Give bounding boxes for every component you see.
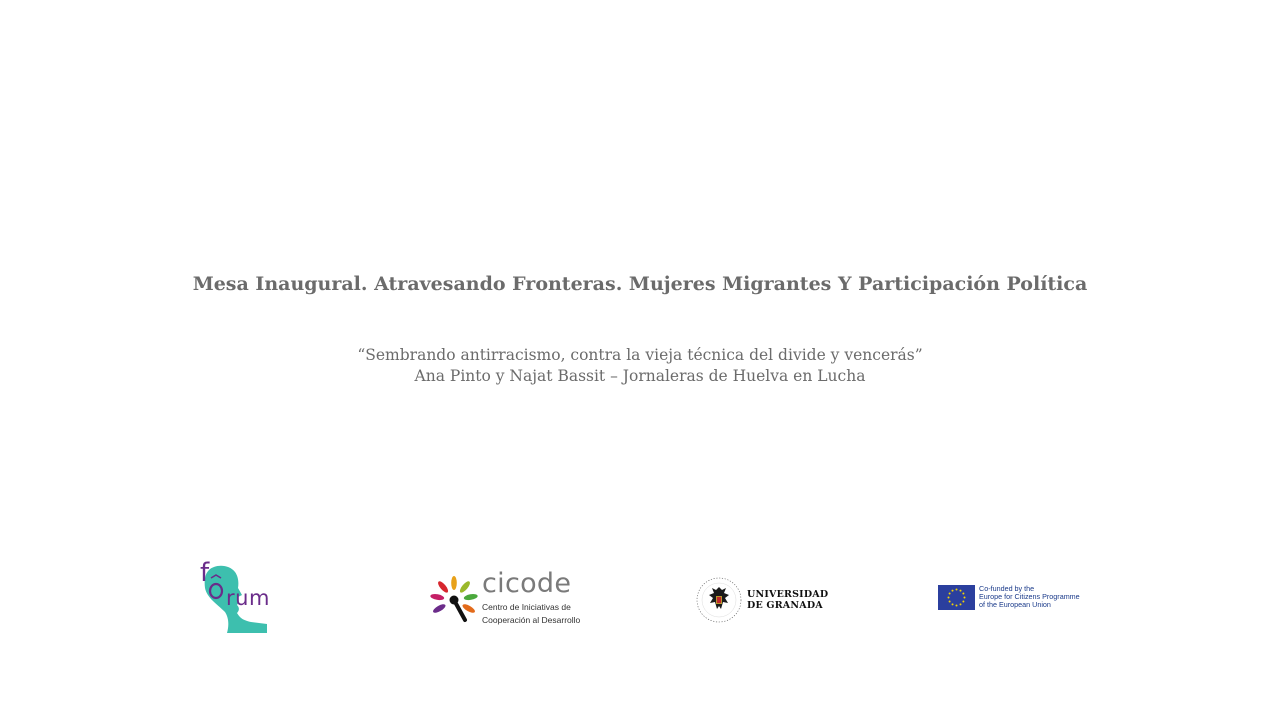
ugr-logo <box>695 576 830 626</box>
cicode-desc-line2: Cooperación al Desarrollo <box>482 615 581 625</box>
cicode-name: cicode <box>482 568 572 599</box>
eu-line2: Europe for Citizens Programme <box>979 592 1080 601</box>
eu-line1: Co-funded by the <box>979 584 1035 593</box>
eu-cofunded-logo <box>938 584 1088 614</box>
forum-letter-f: f <box>200 558 210 588</box>
ugr-seal-icon <box>695 576 743 624</box>
speakers-line: Ana Pinto y Najat Bassit – Jornaleras de Huelva en Lucha <box>414 367 866 385</box>
ugr-line2: DE GRANADA <box>747 600 823 611</box>
forum-word: rum <box>226 586 270 610</box>
forum-o-icon <box>207 574 227 600</box>
talk-title: “Sembrando antirracismo, contra la vieja técnica del divide y vencerás” <box>357 346 923 364</box>
forum-logo <box>195 560 290 636</box>
eu-flag-icon <box>938 585 975 610</box>
event-title: Mesa Inaugural. Atravesando Fronteras. Mujeres Migrantes Y Participación Política <box>192 273 1088 295</box>
cicode-logo <box>428 568 581 630</box>
cicode-desc-line1: Centro de Iniciativas de <box>482 602 571 612</box>
cicode-flower-icon <box>428 572 480 628</box>
eu-line3: of the European Union <box>979 600 1051 609</box>
ugr-line1: UNIVERSIDAD <box>747 589 829 600</box>
